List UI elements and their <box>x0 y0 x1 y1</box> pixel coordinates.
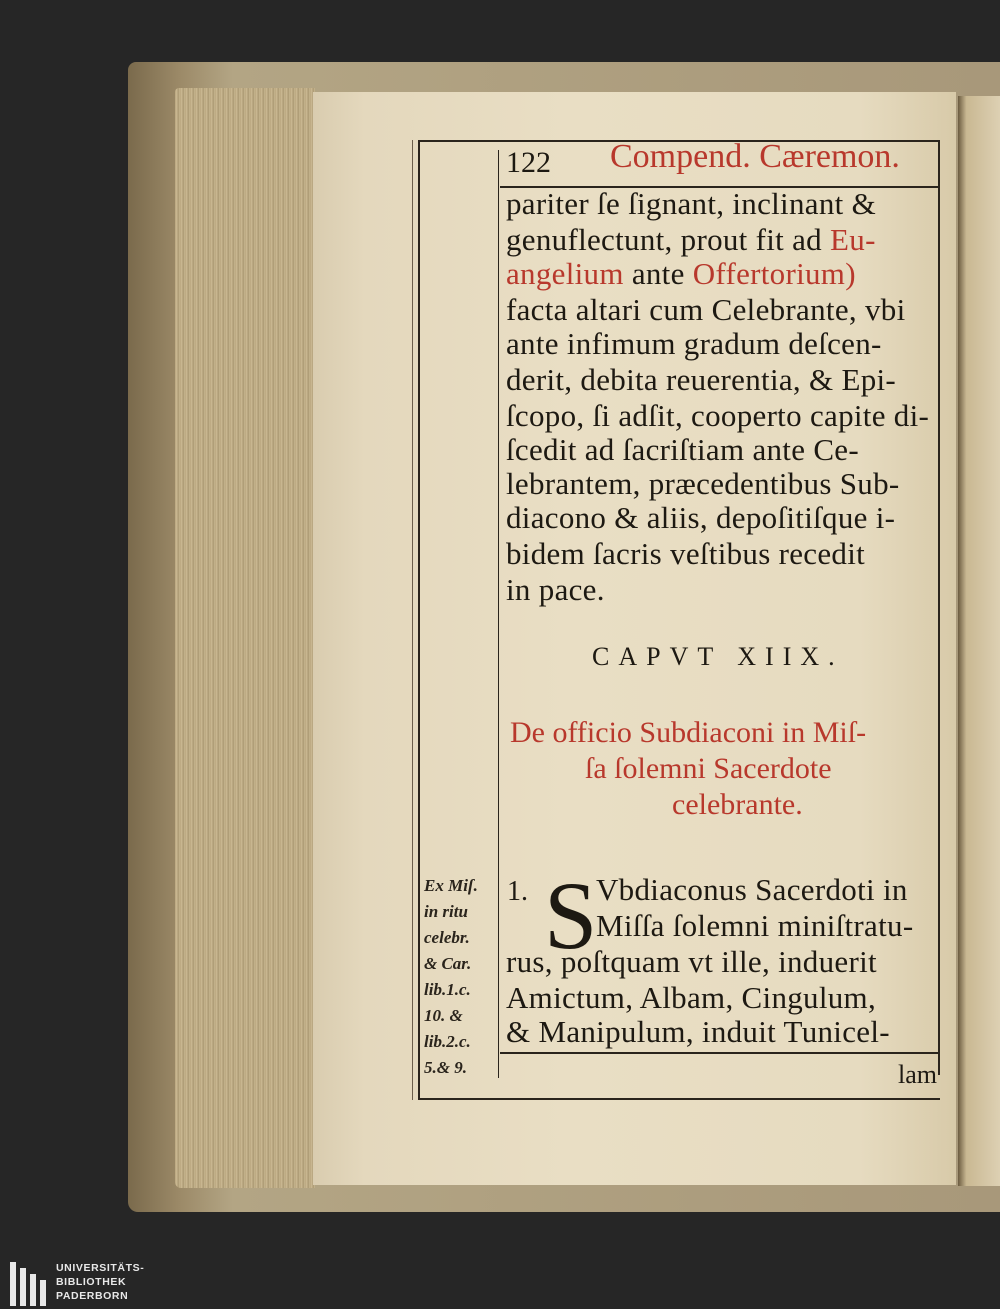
body-text-segment: in pace. <box>506 572 605 607</box>
body-line <box>506 186 876 222</box>
chapter-title-line: celebrante. <box>672 788 803 821</box>
frame-left-rule <box>418 140 420 1100</box>
frame-right-rule <box>938 140 940 1075</box>
facing-page-edge <box>958 96 1000 1186</box>
library-logo-icon <box>10 1262 52 1306</box>
body-text-segment: facta altari cum Celebrante, vbi <box>506 292 906 327</box>
body-text-segment: ſcedit ad ſacriſtiam ante Ce- <box>506 432 859 467</box>
body-text-segment: genuflectunt, prout fit ad <box>506 222 831 257</box>
paragraph-number: 1. <box>507 876 528 907</box>
paragraph-line: rus, poſtquam vt ille, induerit <box>506 944 877 979</box>
margin-note-line: 10. & <box>424 1006 463 1025</box>
paragraph-line: & Manipulum, induit Tunicel- <box>506 1014 890 1049</box>
body-text-segment: derit, debita reuerentia, & Epi- <box>506 362 897 397</box>
body-text-segment: bidem ſacris veſtibus recedit <box>506 536 866 571</box>
page-block-edges <box>175 88 315 1188</box>
body-line <box>506 466 900 502</box>
margin-note-line: in ritu <box>424 902 468 921</box>
rubric-text: Eu- <box>830 222 876 257</box>
footer-rule <box>500 1052 940 1054</box>
footer-bar <box>0 1258 1000 1309</box>
rubric-text: angelium <box>506 256 624 291</box>
chapter-title-line: De officio Subdiaconi in Miſ- <box>510 716 867 749</box>
body-text-segment: lebrantem, præcedentibus Sub- <box>506 466 900 501</box>
body-line <box>506 398 929 434</box>
paragraph-line: Vbdiaconus Sacerdoti in <box>596 872 908 907</box>
margin-note-line: & Car. <box>424 954 472 973</box>
body-line <box>506 292 906 328</box>
margin-note-line: Ex Miſ. <box>424 876 478 895</box>
body-text-segment: ante <box>623 256 693 291</box>
body-line <box>506 500 895 536</box>
body-line <box>506 256 856 292</box>
body-text-segment: ante infimum gradum deſcen- <box>506 326 882 361</box>
page-number: 122 <box>506 146 551 179</box>
body-line <box>506 432 859 468</box>
body-line <box>506 362 896 398</box>
chapter-heading: CAPVT XIIX. <box>592 642 844 671</box>
logo-text-line: UNIVERSITÄTS- <box>56 1262 145 1274</box>
body-text-segment: pariter ſe ſignant, inclinant & <box>506 186 876 221</box>
running-head: Compend. Cæremon. <box>610 138 900 175</box>
margin-note-line: celebr. <box>424 928 470 947</box>
frame-bottom-rule <box>418 1098 940 1100</box>
body-line <box>506 326 882 362</box>
rubric-text: Offertorium) <box>692 256 856 291</box>
paragraph-line: Amictum, Albam, Cingulum, <box>506 980 877 1015</box>
logo-text-line: PADERBORN <box>56 1290 129 1302</box>
paragraph-line: Miſſa ſolemni miniſtratu- <box>596 908 914 943</box>
body-line <box>506 536 865 572</box>
margin-column-rule <box>498 150 499 1078</box>
catchword: lam <box>898 1060 937 1089</box>
body-text-segment: diacono & aliis, depoſitiſque i- <box>506 500 896 535</box>
drop-cap: S <box>544 862 598 969</box>
margin-note-line: lib.1.c. <box>424 980 471 999</box>
chapter-title-line: ſa ſolemni Sacerdote <box>585 752 832 785</box>
body-line <box>506 572 605 608</box>
margin-note-line: 5.& 9. <box>424 1058 467 1077</box>
body-text-segment: ſcopo, ſi adſit, cooperto capite di- <box>506 398 930 433</box>
frame-outer-left-rule <box>412 140 413 1100</box>
margin-note-line: lib.2.c. <box>424 1032 471 1051</box>
logo-text-line: BIBLIOTHEK <box>56 1276 127 1288</box>
body-line <box>506 222 876 258</box>
